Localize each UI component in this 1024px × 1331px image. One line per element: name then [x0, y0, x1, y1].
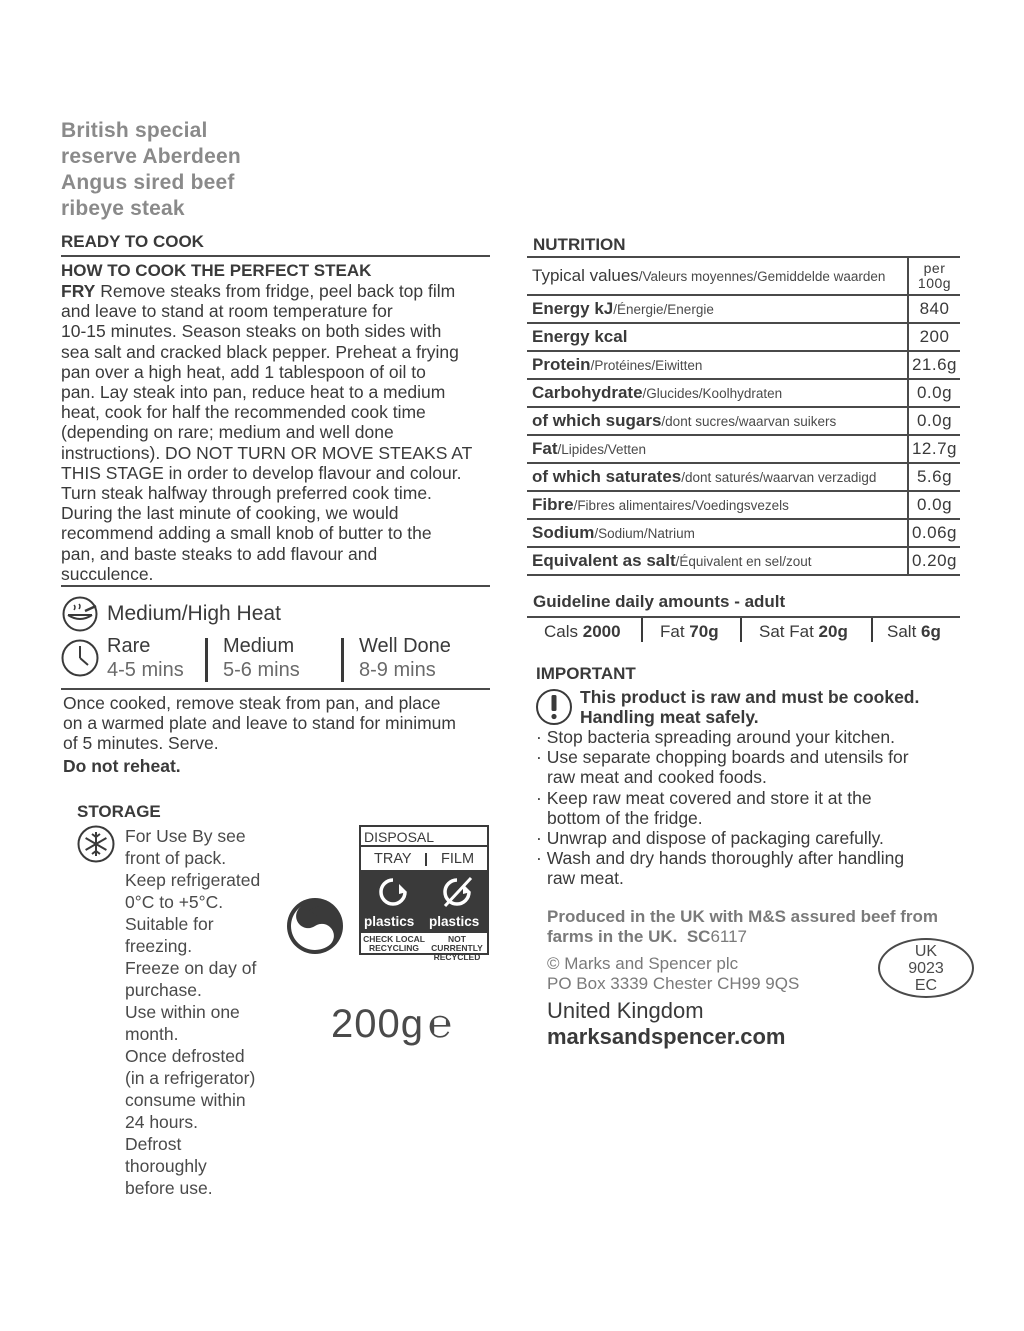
nutrition-row [527, 435, 960, 463]
divider [425, 853, 427, 866]
gda-label: Cals [544, 622, 579, 641]
nutrient-translation: /Lipides/Vetten [557, 442, 647, 457]
raw-warning: This product is raw and must be cooked. [580, 687, 920, 707]
per-label: 100g [917, 275, 952, 291]
instruction-line: sea salt and cracked black pepper. Preheat a frying [61, 341, 459, 362]
divider [641, 618, 643, 642]
nutrient-translation: /Équivalent en sel/zout [675, 554, 812, 569]
nutrient-translation: /Énergie/Energie [613, 302, 714, 317]
storage-line: before use. [125, 1178, 213, 1198]
nutrient-name: of which sugars [532, 411, 662, 430]
no-reheat-warning: Do not reheat. [63, 756, 181, 776]
ready-to-cook-label: READY TO COOK [61, 232, 204, 251]
health-mark-line: EC [914, 977, 938, 994]
nutrition-row [527, 295, 960, 323]
gda-row [527, 618, 960, 644]
handling-item-cont: bottom of the fridge. [547, 807, 703, 828]
producer-info [547, 907, 938, 947]
nutrient-value: 0.06g [908, 519, 960, 547]
divider [740, 618, 742, 642]
cook-time-name: Rare [107, 635, 151, 657]
nutrient-value: 21.6g [908, 351, 960, 379]
disposal-box [359, 825, 489, 962]
nutrient-translation: /Sodium/Natrium [594, 526, 695, 541]
health-mark-oval [878, 938, 974, 998]
handling-item: · Stop bacteria spreading around your kitchen. [536, 727, 895, 747]
title-line: reserve Aberdeen [61, 145, 241, 168]
title-line: British special [61, 119, 208, 142]
address: PO Box 3339 Chester CH99 9QS [547, 974, 800, 993]
not-recycled-icon [441, 876, 473, 908]
divider [341, 638, 344, 682]
nutrition-row [527, 519, 960, 547]
title-line: ribeye steak [61, 197, 185, 220]
nutrient-value: 0.0g [908, 379, 960, 407]
storage-line: Once defrosted [125, 1046, 245, 1066]
nutrient-name: Protein [532, 355, 591, 374]
storage-line: freezing. [125, 936, 193, 956]
handling-item-cont: raw meat. [547, 868, 624, 889]
nutrition-header-translations: /Valeurs moyennes/Gemiddelde waarden [638, 269, 886, 284]
storage-line: consume within [125, 1090, 246, 1110]
resting-line: Once cooked, remove steak from pan, and place [63, 693, 441, 713]
cook-time-name: Medium [223, 635, 295, 657]
frying-pan-icon [61, 596, 101, 632]
gda-label: Fat [660, 622, 685, 641]
instruction-line: During the last minute of cooking, we would [61, 503, 399, 524]
gda-label: Salt [887, 622, 917, 641]
storage-line: For Use By see [125, 826, 246, 846]
nutrient-value: 200 [908, 323, 960, 351]
cook-time-value: 8-9 mins [359, 659, 436, 681]
disposal-film-status: plastics [429, 914, 480, 929]
nutrient-translation: /Protéines/Eiwitten [590, 358, 703, 373]
storage-line: Freeze on day of [125, 958, 257, 978]
nutrient-name: of which saturates [532, 467, 682, 486]
company-address [547, 954, 799, 994]
nutrition-header-row [527, 258, 960, 295]
disposal-film-note: NOT CURRENTLY [431, 934, 483, 953]
divider [61, 688, 490, 690]
net-weight [331, 1002, 453, 1047]
resting-line: of 5 minutes. Serve. [63, 733, 219, 754]
heat-level: Medium/High Heat [107, 602, 281, 625]
green-dot-recycling-icon [285, 896, 345, 956]
nutrient-translation: /Glucides/Koolhydraten [642, 386, 783, 401]
nutrition-row [527, 407, 960, 435]
resting-line: on a warmed plate and leave to stand for minimum [63, 713, 456, 734]
storage-line: Suitable for [125, 914, 214, 934]
disposal-film-note: RECYCLED [433, 952, 481, 962]
product-title [61, 118, 241, 222]
instruction-line: pan over a high heat, add 1 tablespoon of oil to [61, 361, 426, 382]
storage-heading: STORAGE [77, 802, 161, 821]
cook-time-value: 4-5 mins [107, 659, 184, 681]
instruction-line: pan, and baste steaks to add flavour and [61, 543, 378, 564]
storage-line: 24 hours. [125, 1112, 198, 1132]
storage-line: Defrost [125, 1134, 182, 1154]
storage-instructions [125, 825, 260, 1199]
instruction-line: 10-15 minutes. Season steaks on both sides with [61, 321, 442, 342]
divider [61, 255, 490, 257]
warning-exclamation-icon [535, 688, 573, 726]
instruction-line: Turn steak halfway through preferred cook time. [61, 483, 432, 504]
instruction-line: instructions). DO NOT TURN OR MOVE STEAKS AT [61, 442, 473, 463]
nutrition-row [527, 351, 960, 379]
gda-salt [887, 622, 941, 642]
gda-sat-fat [759, 622, 848, 642]
cooking-heading: HOW TO COOK THE PERFECT STEAK [61, 261, 372, 280]
nutrition-row [527, 547, 960, 575]
instruction-line: Remove steaks from fridge, peel back top film [95, 281, 456, 301]
disposal-tray-label: TRAY [374, 851, 412, 867]
instruction-line: recommend adding a small knob of butter to the [61, 523, 432, 544]
handling-item: · Wash and dry hands thoroughly after handling [536, 848, 905, 869]
cooking-instructions [61, 281, 501, 584]
nutrient-value: 0.20g [908, 547, 960, 575]
instruction-line: (depending on rare; medium and well done [61, 422, 394, 443]
snowflake-icon [77, 825, 115, 863]
nutrition-row [527, 491, 960, 519]
nutrient-name: Sodium [532, 523, 595, 542]
storage-line: (in a refrigerator) [125, 1068, 256, 1088]
handling-item-cont: raw meat and cooked foods. [547, 767, 767, 788]
cook-time-name: Well Done [359, 635, 451, 657]
nutrient-translation: /dont saturés/waarvan verzadigd [681, 470, 877, 485]
nutrient-translation: /Fibres alimentaires/Voedingsvezels [573, 498, 789, 513]
storage-line: front of pack. [125, 848, 227, 868]
nutrient-value: 5.6g [908, 463, 960, 491]
nutrient-value: 12.7g [908, 435, 960, 463]
handling-list [536, 727, 909, 889]
cook-time-medium [223, 634, 300, 682]
sc-label: SC [686, 927, 711, 946]
gda-cals [544, 622, 621, 642]
disposal-tray-note: CHECK LOCAL [363, 934, 425, 944]
instruction-line: THIS STAGE in order to develop flavour and colour. [61, 462, 462, 483]
cook-time-value: 5-6 mins [223, 659, 300, 681]
nutrient-translation: /dont sucres/waarvan suikers [661, 414, 837, 429]
recycle-arrow-icon [377, 876, 409, 908]
nutrient-name: Equivalent as salt [532, 551, 676, 570]
storage-line: Use within one [125, 1002, 240, 1022]
handling-item: · Use separate chopping boards and utensils for [536, 747, 909, 768]
producer-line: Produced in the UK with M&S assured beef from [547, 907, 939, 926]
website-link[interactable]: marksandspencer.com [547, 1024, 786, 1049]
health-mark-line: UK [914, 943, 938, 960]
nutrient-name: Fibre [532, 495, 574, 514]
nutrition-heading: NUTRITION [533, 235, 626, 254]
resting-instructions [63, 693, 456, 754]
instruction-line: and leave to stand at room temperature for [61, 301, 393, 322]
gda-heading: Guideline daily amounts - adult [533, 592, 786, 611]
gda-value: 2000 [582, 622, 621, 641]
weight-value: 200g [331, 1002, 424, 1046]
storage-line: purchase. [125, 980, 202, 1000]
title-line: Angus sired beef [61, 171, 235, 194]
nutrient-value: 0.0g [908, 407, 960, 435]
instruction-line: heat, cook for half the recommended cook time [61, 402, 426, 423]
disposal-film-label: FILM [441, 851, 475, 867]
instruction-line: succulence. [61, 563, 154, 584]
nutrition-row [527, 463, 960, 491]
gda-value: 70g [689, 622, 719, 641]
nutrition-row [527, 323, 960, 351]
nutrient-name: Energy kJ [532, 299, 614, 318]
divider [205, 638, 208, 682]
storage-line: month. [125, 1024, 179, 1044]
nutrition-table [527, 258, 960, 576]
per-label: per [923, 260, 946, 276]
nutrient-name: Fat [532, 439, 558, 458]
gda-value: 6g [921, 622, 941, 641]
gda-label: Sat Fat [759, 622, 814, 641]
storage-line: 0°C to +5°C. [125, 892, 224, 912]
nutrition-row [527, 379, 960, 407]
storage-line: Keep refrigerated [125, 870, 261, 890]
divider [871, 618, 873, 642]
cook-time-well-done [359, 634, 451, 682]
producer-line: farms in the UK. [547, 927, 678, 946]
instruction-line: pan. Lay steak into pan, reduce heat to a medium [61, 382, 446, 403]
nutrient-value: 0.0g [908, 491, 960, 519]
health-mark-line: 9023 [908, 960, 944, 977]
disposal-tray-status: plastics [364, 914, 415, 929]
gda-value: 20g [818, 622, 848, 641]
gda-fat [660, 622, 719, 642]
estimated-sign-icon: ℮ [427, 1002, 453, 1046]
cook-time-rare [107, 634, 184, 682]
nutrition-header: Typical values [532, 266, 639, 285]
sc-number: 6117 [710, 927, 747, 946]
disposal-tray-note: RECYCLING [368, 943, 420, 953]
handling-item: · Keep raw meat covered and store it at the [536, 787, 872, 808]
clock-icon [60, 638, 100, 678]
nutrient-name: Energy kcal [532, 327, 628, 346]
handling-item: · Unwrap and dispose of packaging carefully. [536, 828, 884, 849]
divider [61, 585, 490, 587]
handling-heading: Handling meat safely. [580, 707, 759, 727]
copyright: © Marks and Spencer plc [547, 954, 739, 973]
nutrient-name: Carbohydrate [532, 383, 643, 402]
fry-label: FRY [61, 281, 96, 301]
storage-line: thoroughly [125, 1156, 207, 1176]
disposal-heading: DISPOSAL [361, 827, 487, 847]
country: United Kingdom [547, 998, 704, 1023]
nutrient-value: 840 [908, 295, 960, 323]
important-heading: IMPORTANT [536, 664, 636, 683]
